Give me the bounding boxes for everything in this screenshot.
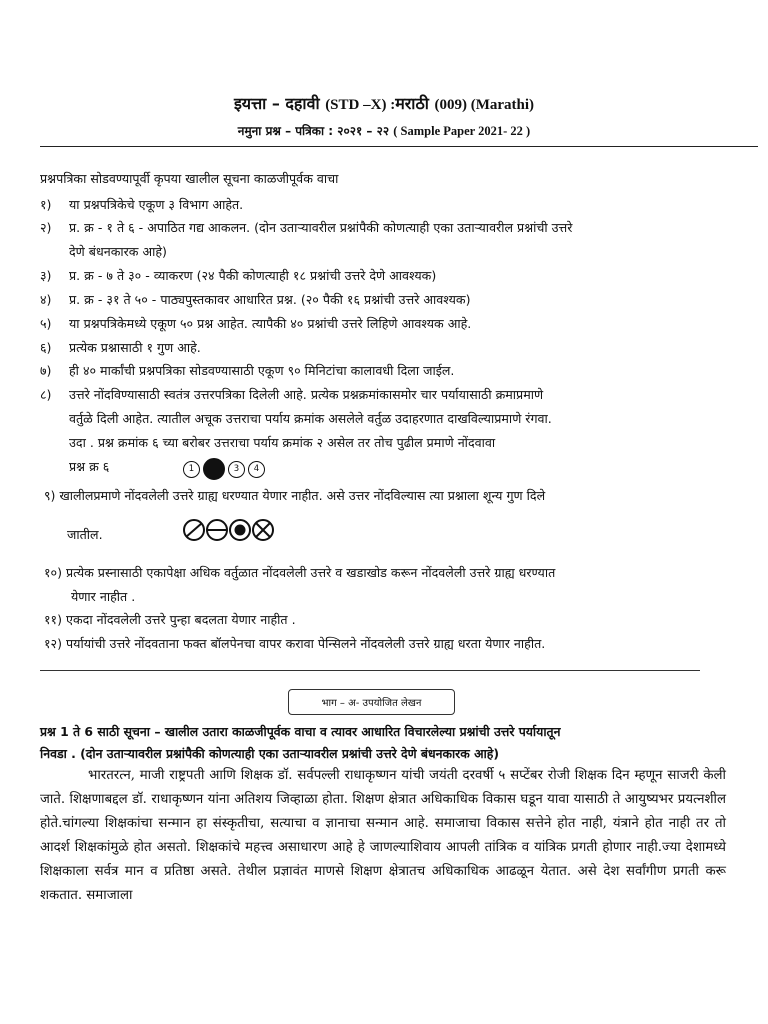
instruction-item-12: १२) पर्यायांची उत्तरे नोंदवताना फक्त बॉलपेनचा वापर करावा पेन्सिलने नोंदवलेली उत्तरे ग्राह्य धरता येणार नाहीत. <box>44 636 546 651</box>
reading-passage: भारतरत्न, माजी राष्ट्रपती आणि शिक्षक डॉ. सर्वपल्ली राधाकृष्णन यांची जयंती दरवर्षी ५ सप्टेंबर रोजी शिक्षक दिन म्हणून साजरी केली जाते. शिक्षणाबद्दल डॉ. राधाकृष्णन यांना अतिशय जिव्हाळा होता. शिक्षण क्षेत्रात अधिकाधिक विकास घडून यावा यासाठी ते आयुष्यभर प्रयत्नशील होते.चांगल्या शिक्षकांचा सन्मान हा संस्कृतीचा, सत्याचा व ज्ञानाचा सन्मान आहे. समाजाचा विकास सत्तेने होत नाही, यंत्राने होत नाही तर तो आदर्श शिक्षकांमुळे होत असतो. शिक्षकांचे महत्त्व असाधारण आहे हे जाणल्याशिवाय आपली तांत्रिक व यांत्रिक प्रगती होणार नाही.ज्या देशामध्ये शिक्षकाला सर्वत्र मान व प्रतिष्ठा असते. तेथील प्रज्ञावंत माणसे शिक्षण क्षेत्रातच अधिकाधिक आढळून येतात. असे देश सर्वांगीण प्रगती करू शकतात. समाजाला <box>40 768 726 903</box>
title-subject-code: (009) (Marathi) <box>434 97 535 113</box>
instruction-item: ६) प्रत्येक प्रश्नासाठी १ गुण आहे. <box>40 340 201 355</box>
page-title <box>0 92 768 114</box>
bubble-option-2-filled <box>203 458 225 480</box>
instruction-item: ८) उत्तरे नोंदविण्यासाठी स्वतंत्र उत्तरपत्रिका दिलेली आहे. प्रत्येक प्रश्नक्रमांकासमोर चार पर्यायासाठी क्रमाप्रमाणे वर्तुळे दिली आहेत. त्यातील अचूक उत्तराचा पर्याय क्रमांक असलेले वर्तुळ उदाहरणात दाखविल्याप्रमाणे रंगवा. उदा . प्रश्न क्रमांक ६ च्या बरोबर उत्तराचा पर्याय क्रमांक २ असेल तर तोच पुढील प्रमाणे नोंदवावा <box>40 387 552 450</box>
instruction-item: २) प्र. क्र - १ ते ६ - अपाठित गद्य आकलन. (दोन उताऱ्यावरील प्रश्नांपैकी कोणत्याही एका उताऱ्यावरील प्रश्नांची उत्तरे देणे बंधनकारक आहे) <box>40 220 573 259</box>
instruction-item-9-line1: ९) खालीलप्रमाणे नोंदवलेली उत्तरे ग्राह्य धरण्यात येणार नाहीत. असे उत्तर नोंदविल्यास त्या प्रश्नाला शून्य गुण दिले <box>44 488 546 503</box>
instruction-item-10-line2: येणार नाहीत . <box>71 589 136 604</box>
title-subject: मराठी <box>395 94 429 113</box>
instruction-item: १) या प्रश्नपत्रिकेचे एकूण ३ विभाग आहेत. <box>40 197 244 212</box>
bubble-option-3: 3 <box>228 461 245 478</box>
instruction-item: ७) ही ४० मार्कांची प्रश्नपत्रिका सोडवण्यासाठी एकूण ९० मिनिटांचा कालावधी दिला जाईल. <box>40 363 455 378</box>
subtitle-marathi: नमुना प्रश्न – पत्रिका : २०२१ – २२ <box>237 124 390 138</box>
section-heading-box: भाग – अ- उपयोजित लेखन <box>288 689 455 715</box>
dash-mark-icon <box>207 520 227 540</box>
section-divider <box>40 670 700 671</box>
instruction-item: ३) प्र. क्र - ७ ते ३० - व्याकरण (२४ पैकी कोणत्याही १८ प्रश्नांची उत्तरे देणे आवश्यक) <box>40 268 437 283</box>
example-label: प्रश्न क्र ६ <box>69 459 110 474</box>
page-subtitle <box>0 122 768 139</box>
example-answer-bubbles <box>183 458 265 480</box>
cross-mark-icon <box>253 520 273 540</box>
bubble-option-1: 1 <box>183 461 200 478</box>
question-heading-line1: प्रश्न 1 ते 6 साठी सूचना – खालील उतारा काळजीपूर्वक वाचा व त्यावर आधारित विचारलेल्या प्रश्नांची उत्तरे पर्यायातून <box>40 724 561 739</box>
instructions-intro: प्रश्नपत्रिका सोडवण्यापूर्वी कृपया खालील सूचना काळजीपूर्वक वाचा <box>40 171 339 186</box>
instruction-item: ४) प्र. क्र - ३१ ते ५० - पाठ्यपुस्तकावर आधारित प्रश्न. (२० पैकी १६ प्रश्नांची उत्तरे आवश्यक) <box>40 292 471 307</box>
instruction-item-11: ११) एकदा नोंदवलेली उत्तरे पुन्हा बदलता येणार नाहीत . <box>44 612 296 627</box>
title-std-code: (STD –X) : <box>325 97 396 113</box>
bubble-option-4: 4 <box>248 461 265 478</box>
instruction-item: ५) या प्रश्नपत्रिकेमध्ये एकूण ५० प्रश्न आहेत. त्यापैकी ४० प्रश्नांची उत्तरे लिहिणे आवश्यक आहे. <box>40 316 472 331</box>
header-divider <box>40 146 758 147</box>
instruction-item-10-line1: १०) प्रत्येक प्रस्नासाठी एकापेक्षा अधिक वर्तुळात नोंदवलेली उत्तरे व खडाखोड करून नोंदवलेली उत्तरे ग्राह्य धरण्यात <box>44 565 556 580</box>
invalid-marking-examples <box>182 518 282 542</box>
instruction-item-9-line2: जातील. <box>67 527 103 542</box>
question-heading-line2: निवडा . (दोन उताऱ्यावरील प्रश्नांपैकी कोणत्याही एका उताऱ्यावरील प्रश्नांची उत्तरे देणे बंधनकारक आहे) <box>40 746 499 761</box>
dot-mark-icon <box>230 520 250 540</box>
subtitle-english: ( Sample Paper 2021- 22 ) <box>393 124 531 138</box>
title-marathi: इयत्ता – दहावी <box>233 94 320 113</box>
strike-mark-icon <box>184 520 204 540</box>
